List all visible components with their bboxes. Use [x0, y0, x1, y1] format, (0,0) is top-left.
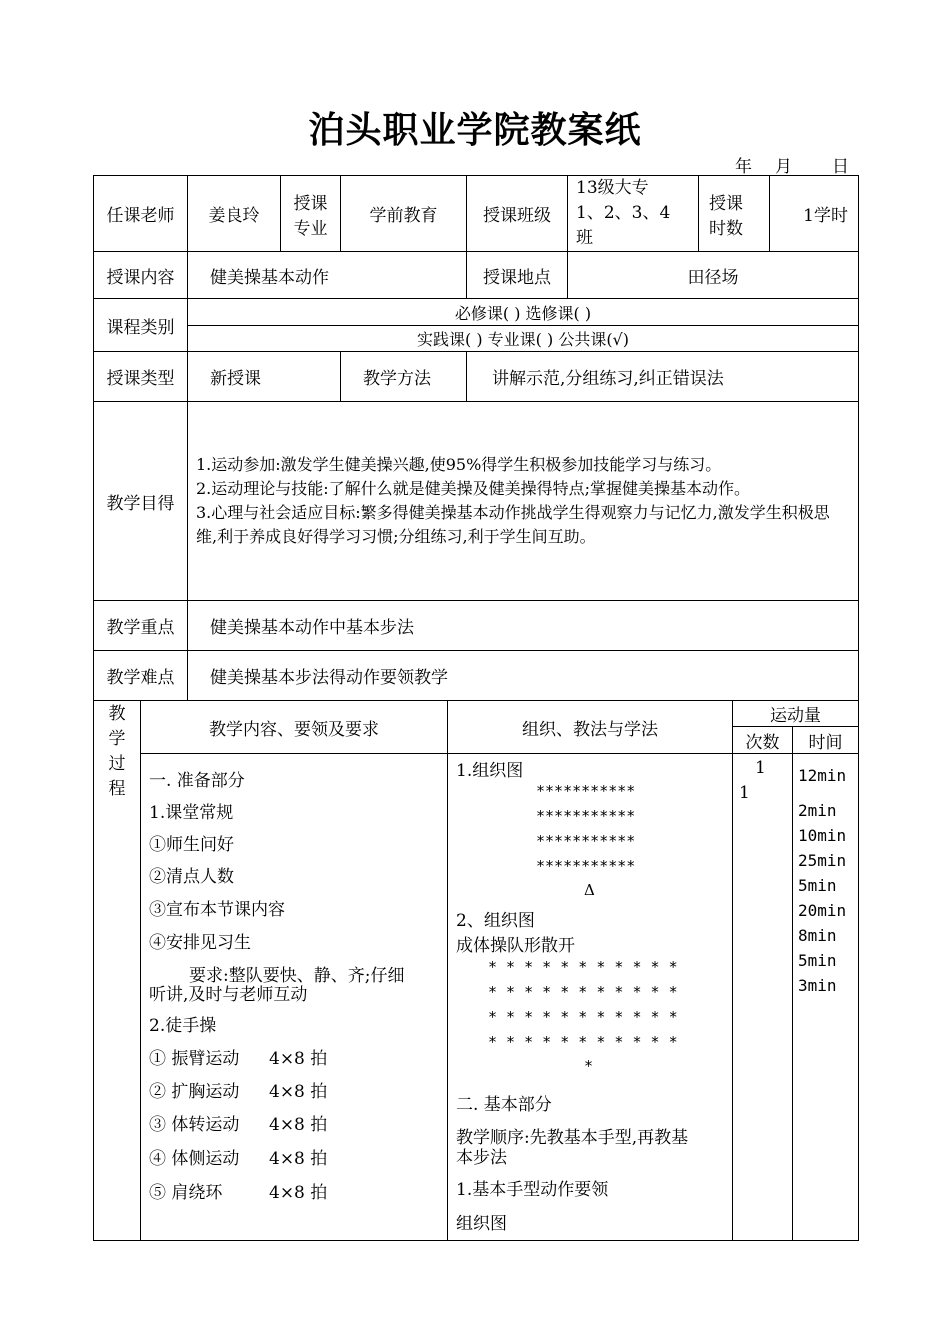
keypoint-value: 健美操基本动作中基本步法	[188, 601, 859, 651]
major-label: 授课 专业	[281, 176, 341, 252]
col-org-header: 组织、教法与学法	[448, 701, 733, 754]
org-line: 本步法	[456, 1148, 507, 1168]
org-line: * * * * * * * * * * *	[488, 1033, 678, 1051]
org-line: * * * * * * * * * * *	[488, 958, 678, 976]
org-line: 组织图	[456, 1214, 507, 1234]
place-label: 授课地点	[467, 252, 568, 299]
times-cell	[733, 754, 793, 1241]
major-value: 学前教育	[341, 176, 467, 252]
class-value: 13级大专 1、2、3、4 班	[568, 176, 699, 252]
teacher-triangle: Δ	[584, 881, 595, 899]
col-time-header: 时间	[793, 727, 859, 754]
duration-value: 20min	[798, 901, 847, 920]
content-label: 授课内容	[94, 252, 188, 299]
content-line: ③宣布本节课内容	[149, 900, 285, 920]
org-line: 1.基本手型动作要领	[456, 1180, 609, 1200]
duration-value: 12min	[798, 766, 847, 785]
content-line: ④ 体侧运动	[149, 1149, 240, 1169]
org-line: *	[584, 1057, 594, 1075]
place-value: 田径场	[568, 252, 859, 299]
content-line: 听讲,及时与老师互动	[149, 985, 308, 1005]
org-cell	[448, 754, 733, 1241]
category-line-2: 实践课( ) 专业课( ) 公共课(√)	[188, 326, 859, 352]
org-line: ***********	[536, 782, 636, 800]
content-line: 2.徒手操	[149, 1016, 217, 1036]
duration-value: 3min	[798, 976, 837, 995]
beat-count: 4×8 拍	[269, 1183, 328, 1203]
teacher-label: 任课老师	[94, 176, 188, 252]
hours-value: 1学时	[770, 176, 859, 252]
difficulty-value: 健美操基本步法得动作要领教学	[188, 651, 859, 701]
date-day: 日	[832, 157, 849, 177]
date-month: 月	[775, 157, 792, 177]
duration-value: 5min	[798, 951, 837, 970]
objective-label: 教学目得	[94, 402, 188, 601]
objective-list	[188, 402, 859, 601]
org-line: * * * * * * * * * * *	[488, 1008, 678, 1026]
org-line: 成体操队形散开	[456, 936, 575, 956]
content-line: ②清点人数	[149, 867, 234, 887]
class-label: 授课班级	[467, 176, 568, 252]
objective-item: 3.心理与社会适应目标:繁多得健美操基本动作挑战学生得观察力与记忆力,激发学生积极思维,利于养成良好得学习习惯;分组练习,利于学生间互助。	[196, 503, 830, 546]
content-line: 一. 准备部分	[149, 771, 245, 791]
duration-cell	[793, 754, 859, 1241]
type-label: 授课类型	[94, 352, 188, 402]
content-line: ⑤ 肩绕环	[149, 1183, 223, 1203]
difficulty-label: 教学难点	[94, 651, 188, 701]
content-cell	[141, 754, 448, 1241]
org-line: * * * * * * * * * * *	[488, 983, 678, 1001]
beat-count: 4×8 拍	[269, 1082, 328, 1102]
category-label: 课程类别	[94, 299, 188, 352]
method-label: 教学方法	[341, 352, 467, 402]
org-line: ***********	[536, 832, 636, 850]
type-value: 新授课	[188, 352, 341, 402]
process-table	[93, 700, 859, 1241]
teacher-value: 姜良玲	[188, 176, 281, 252]
duration-value: 2min	[798, 801, 837, 820]
content-value: 健美操基本动作	[188, 252, 467, 299]
content-line: ① 振臂运动	[149, 1049, 240, 1069]
page-title: 泊头职业学院教案纸	[308, 110, 642, 151]
content-line: ② 扩胸运动	[149, 1082, 240, 1102]
duration-value: 25min	[798, 851, 847, 870]
beat-count: 4×8 拍	[269, 1049, 328, 1069]
col-amount-header: 运动量	[733, 701, 859, 727]
times-value: 1	[755, 758, 766, 778]
beat-count: 4×8 拍	[269, 1115, 328, 1135]
content-line: ④安排见习生	[149, 933, 251, 953]
org-line: 教学顺序:先教基本手型,再教基	[456, 1128, 689, 1148]
org-line: 1.组织图	[456, 761, 524, 781]
method-value: 讲解示范,分组练习,纠正错误法	[467, 352, 859, 402]
objective-item: 2.运动理论与技能:了解什么就是健美操及健美操得特点;掌握健美操基本动作。	[196, 479, 751, 498]
beat-count: 4×8 拍	[269, 1149, 328, 1169]
content-line: ③ 体转运动	[149, 1115, 240, 1135]
duration-value: 5min	[798, 876, 837, 895]
content-line: 要求:整队要快、静、齐;仔细	[189, 966, 405, 986]
content-line: ①师生问好	[149, 835, 234, 855]
duration-value: 8min	[798, 926, 837, 945]
org-line: ***********	[536, 857, 636, 875]
date-year: 年	[735, 157, 752, 177]
org-line: ***********	[536, 807, 636, 825]
process-side-label: 教 学 过 程	[94, 701, 141, 1241]
col-times-header: 次数	[733, 727, 793, 754]
org-line: 2、组织图	[456, 911, 535, 931]
duration-value: 10min	[798, 826, 847, 845]
hours-label: 授课 时数	[699, 176, 770, 252]
keypoint-label: 教学重点	[94, 601, 188, 651]
times-value: 1	[739, 783, 750, 803]
category-line-1: 必修课( ) 选修课( )	[188, 299, 859, 326]
lesson-info-table	[93, 175, 859, 701]
col-content-header: 教学内容、要领及要求	[141, 701, 448, 754]
content-line: 1.课堂常规	[149, 803, 234, 823]
objective-item: 1.运动参加:激发学生健美操兴趣,使95%得学生积极参加技能学习与练习。	[196, 455, 722, 474]
org-line: 二. 基本部分	[456, 1095, 552, 1115]
